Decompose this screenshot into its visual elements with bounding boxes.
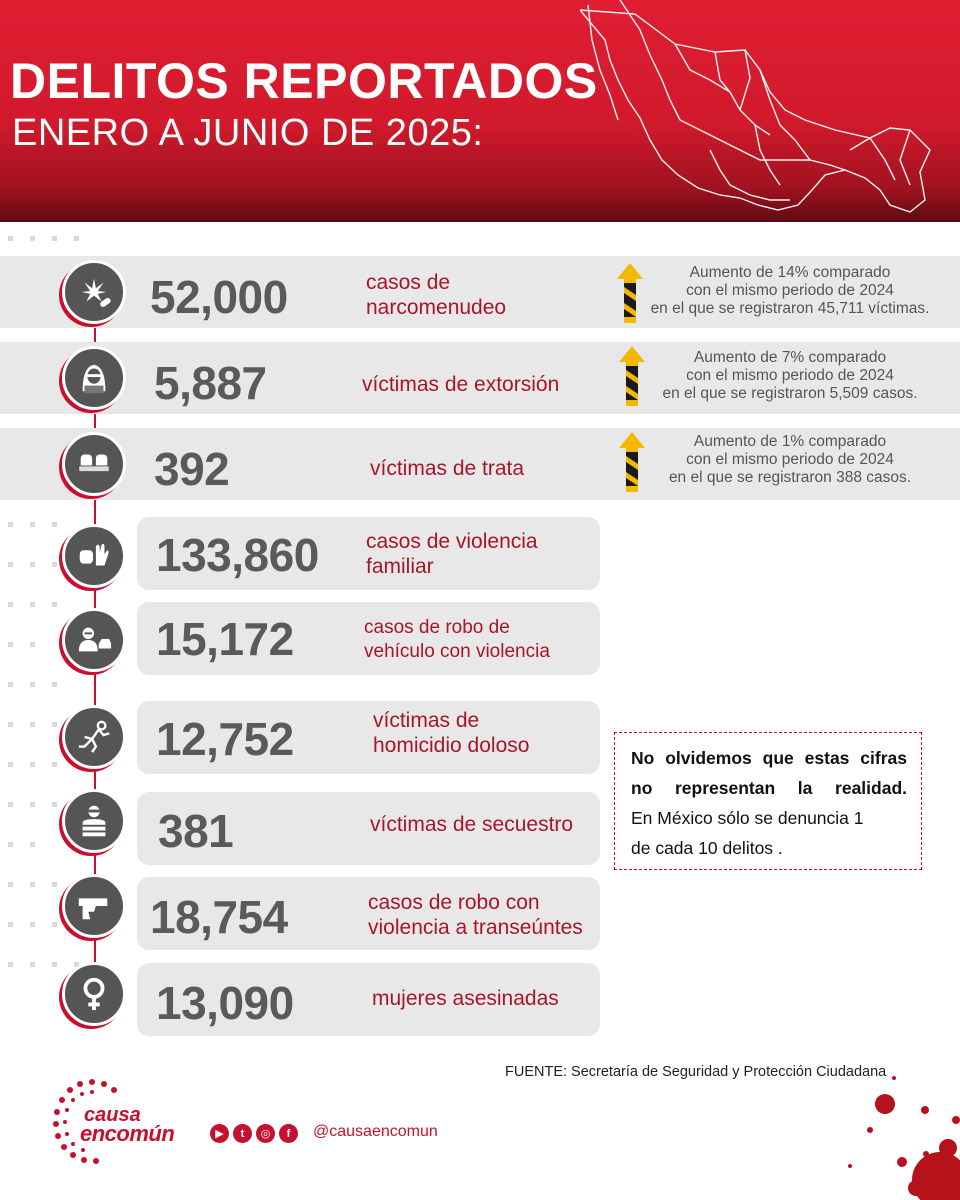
mexico-map-illustration (580, 0, 960, 222)
stat-value: 5,887 (154, 357, 267, 409)
stat-label: víctimas de extorsión (362, 373, 560, 396)
facebook-icon[interactable]: f (279, 1124, 298, 1143)
stat-label: casos de robo de vehículo con violencia (364, 617, 550, 662)
trend-note: Aumento de 1% comparado con el mismo periodo de 2024 en el que se registraron 388 casos. (668, 433, 912, 486)
tied-person-icon (62, 789, 126, 853)
stat-value: 392 (154, 443, 230, 495)
callout-line: En México sólo se denuncia 1 (631, 808, 864, 828)
bound-hands-icon (62, 432, 126, 496)
stat-value: 52,000 (150, 271, 288, 323)
callout-line: No olvidemos que estas cifras (631, 748, 907, 768)
social-handle[interactable]: @causaencomun (313, 1123, 438, 1140)
body-outline-icon (62, 705, 126, 769)
cannabis-pill-icon (62, 260, 126, 324)
trend-note: Aumento de 14% comparado con el mismo periodo de 2024 en el que se registraron 45,711 víctimas. (650, 264, 930, 317)
stat-label: víctimas de secuestro (370, 813, 574, 836)
stat-label: víctimas de homicidio doloso (373, 709, 530, 757)
stat-value: 13,090 (156, 977, 294, 1029)
masked-thief-car-icon (62, 608, 126, 672)
stat-label: mujeres asesinadas (372, 987, 559, 1010)
stat-value: 381 (158, 805, 234, 857)
brand-name: causa (84, 1104, 141, 1126)
stat-value: 133,860 (156, 529, 319, 581)
callout-line: no representan la realidad. (631, 778, 907, 798)
source-note: FUENTE: Secretaría de Seguridad y Protección Ciudadana (505, 1064, 887, 1080)
stat-label: casos de robo con violencia a transeúntes (368, 891, 583, 939)
fist-and-hand-icon (62, 524, 126, 588)
stat-label: casos de violencia familiar (366, 530, 538, 578)
blood-splatter-decoration (830, 1070, 960, 1200)
header-banner (0, 0, 960, 222)
trend-note: Aumento de 7% comparado con el mismo periodo de 2024 en el que se registraron 5,509 casos. (662, 349, 918, 402)
disclaimer-callout (614, 732, 922, 870)
stat-label: víctimas de trata (370, 457, 525, 480)
youtube-icon[interactable]: ▶ (210, 1124, 229, 1143)
brand-name: encomún (80, 1121, 175, 1146)
hooded-hacker-icon (62, 346, 126, 410)
callout-line: de cada 10 delitos . (631, 838, 783, 858)
page-title: DELITOS REPORTADOS (10, 53, 598, 109)
stat-value: 12,752 (156, 713, 294, 765)
stat-value: 18,754 (150, 891, 288, 943)
stat-label: casos de narcomenudeo (366, 271, 507, 319)
social-icons (210, 1124, 298, 1143)
twitter-icon[interactable]: t (233, 1124, 252, 1143)
stat-value: 15,172 (156, 613, 294, 665)
female-symbol-icon (62, 962, 126, 1026)
instagram-icon[interactable]: ◎ (256, 1124, 275, 1143)
page-subtitle: ENERO A JUNIO DE 2025: (12, 112, 484, 154)
handgun-icon (62, 874, 126, 938)
